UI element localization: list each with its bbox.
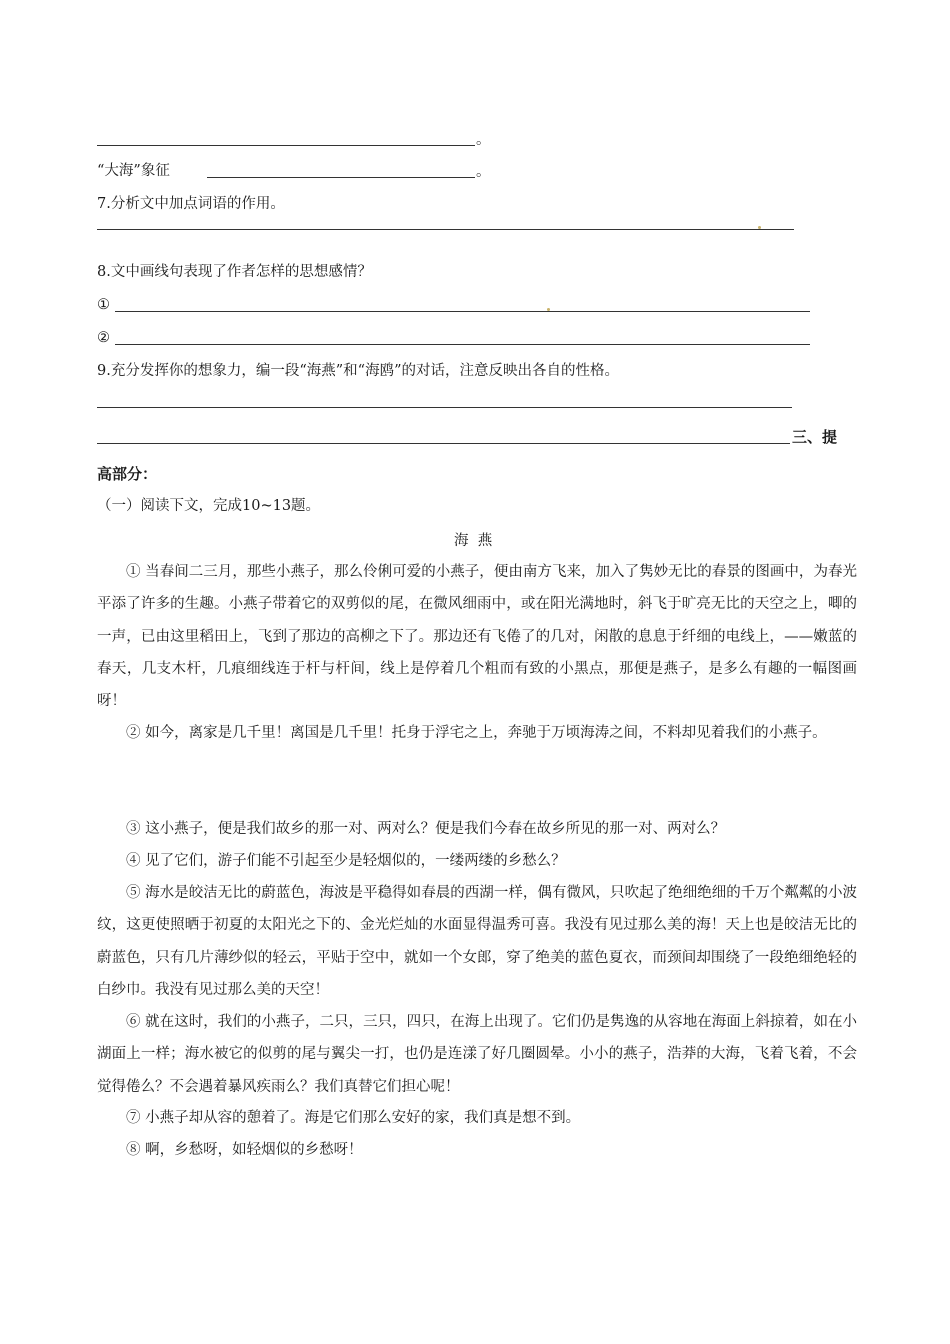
section-heading: 高部分： xyxy=(97,465,158,483)
symbol-prompt: “大海”象征 xyxy=(97,163,170,179)
paragraph-2: ② 如今，离家是几千里！离国是几千里！托身于浮宅之上，奔驰于万顷海涛之间，不料却见着我们的小燕子。 xyxy=(126,725,827,741)
stray-mark xyxy=(758,226,761,229)
answer-mark-1: ① xyxy=(97,297,110,313)
article-title: 海 燕 xyxy=(454,533,493,549)
stray-mark xyxy=(547,308,550,311)
line-end-mark: 。 xyxy=(476,164,491,180)
answer-line xyxy=(97,407,792,408)
answer-line xyxy=(207,177,475,178)
line-end-mark: 。 xyxy=(476,132,491,148)
answer-mark-2: ② xyxy=(97,330,110,346)
question-9: 9.充分发挥你的想象力，编一段“海燕”和“海鸥”的对话，注意反映出各自的性格。 xyxy=(97,363,619,379)
paragraph-3: ③ 这小燕子，便是我们故乡的那一对、两对么？便是我们今春在故乡所见的那一对、两对么？ xyxy=(126,821,726,837)
answer-line xyxy=(97,443,790,444)
section-heading-tail: 三、提 xyxy=(792,428,838,446)
answer-line xyxy=(115,311,810,312)
paragraph-8: ⑧ 啊，乡愁呀，如轻烟似的乡愁呀！ xyxy=(126,1142,363,1158)
reading-intro: （一）阅读下文，完成10~13题。 xyxy=(97,498,321,514)
question-8: 8.文中画线句表现了作者怎样的思想感情？ xyxy=(97,264,372,280)
answer-line xyxy=(97,229,794,230)
question-7: 7.分析文中加点词语的作用。 xyxy=(97,196,285,212)
paragraph-5: ⑤ 海水是皎洁无比的蔚蓝色，海波是平稳得如春晨的西湖一样，偶有微风，只吹起了绝细绝细的千万个粼粼的小波纹，这更使照晒于初夏的太阳光之下的、金光烂灿的水面显得温秀可喜。我没有见过那么美的海！天上也是皎洁无比的蔚蓝色，只有几片薄纱似的轻云，平贴于空中，就如一个女郎，穿了绝美的蓝色夏衣，而颈间却围绕了一段绝细绝轻的白纱巾。我没有见过那么美的天空！ xyxy=(97,885,857,998)
paragraph-6: ⑥ 就在这时，我们的小燕子，二只，三只，四只，在海上出现了。它们仍是隽逸的从容地在海面上斜掠着，如在小湖面上一样；海水被它的似剪的尾与翼尖一打，也仍是连漾了好几圈圆晕。小小的燕子，浩莽的大海，飞着飞着，不会觉得倦么？不会遇着暴风疾雨么？我们真替它们担心呢！ xyxy=(97,1014,857,1095)
answer-line xyxy=(97,145,475,146)
answer-line xyxy=(115,344,810,345)
paragraph-1: ① 当春间二三月，那些小燕子，那么伶俐可爱的小燕子，便由南方飞来，加入了隽妙无比的春景的图画中，为春光平添了许多的生趣。小燕子带着它的双剪似的尾，在微风细雨中，或在阳光满地时，斜飞于旷亮无比的天空之上，唧的一声，已由这里稻田上，飞到了那边的高柳之下了。那边还有飞倦了的几对，闲散的息息于纤细的电线上，——嫩蓝的春天，几支木杆，几痕细线连于杆与杆间，线上是停着几个粗而有致的小黑点，那便是燕子，是多么有趣的一幅图画呀！ xyxy=(97,564,857,710)
paragraph-7: ⑦ 小燕子却从容的憩着了。海是它们那么安好的家，我们真是想不到。 xyxy=(126,1110,581,1126)
paragraph-4: ④ 见了它们，游子们能不引起至少是轻烟似的，一缕两缕的乡愁么？ xyxy=(126,853,566,869)
